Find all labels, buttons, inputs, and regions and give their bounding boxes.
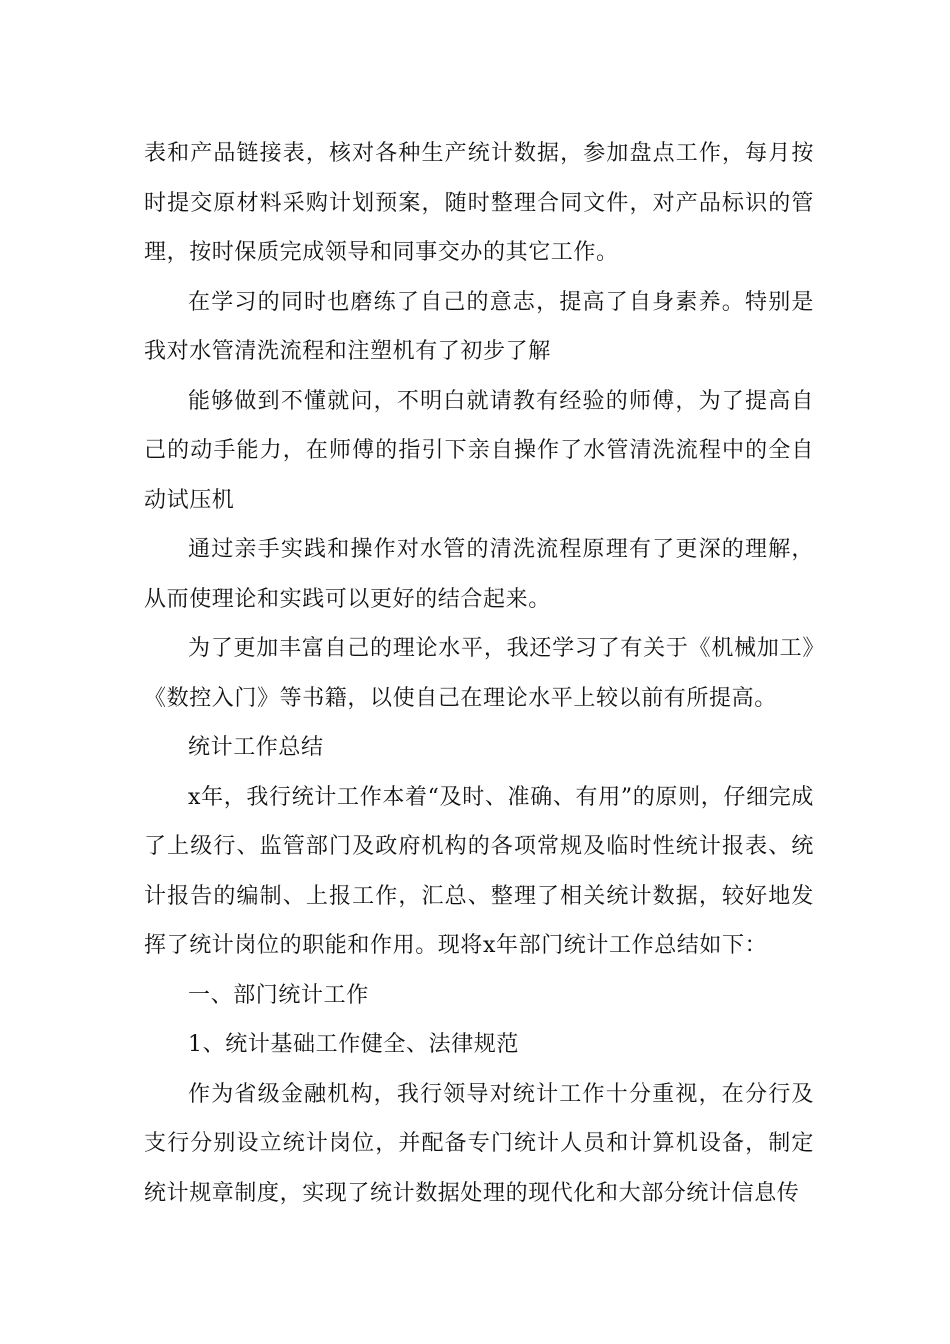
paragraph-7: 作为省级金融机构，我行领导对统计工作十分重视，在分行及支行分别设立统计岗位，并配备专门统计人员和计算机设备，制定统计规章制度，实现了统计数据处理的现代化和大部分统计信息传	[144, 1081, 814, 1206]
paragraph-6: x年，我行统计工作本着“及时、准确、有用”的原则，仔细完成了上级行、监管部门及政府机构的各项常规及临时性统计报表、统计报告的编制、上报工作，汇总、整理了相关统计数据，较好地发挥了统计岗位的职能和作用。现将x年部门统计工作总结如下：	[144, 784, 814, 958]
paragraph-5: 为了更加丰富自己的理论水平，我还学习了有关于《机械加工》《数控入门》等书籍，以使自己在理论水平上较以前有所提高。	[144, 636, 814, 711]
paragraph-3: 能够做到不懂就问，不明白就请教有经验的师傅，为了提高自己的动手能力，在师傅的指引下亲自操作了水管清洗流程中的全自动试压机	[144, 388, 814, 513]
section-heading-1: 一、部门统计工作	[188, 982, 369, 1008]
subsection-heading-1-1: 1、统计基础工作健全、法律规范	[188, 1032, 519, 1057]
paragraph-2: 在学习的同时也磨练了自己的意志，提高了自身素养。特别是我对水管清洗流程和注塑机有了初步了解	[144, 289, 814, 364]
paragraph-1: 表和产品链接表，核对各种生产统计数据，参加盘点工作，每月按时提交原材料采购计划预案，随时整理合同文件，对产品标识的管理，按时保质完成领导和同事交办的其它工作。	[144, 141, 814, 265]
paragraph-4: 通过亲手实践和操作对水管的清洗流程原理有了更深的理解，从而使理论和实践可以更好的结合起来。	[144, 537, 814, 612]
section-heading-summary: 统计工作总结	[188, 735, 324, 760]
document-body	[144, 129, 814, 1218]
